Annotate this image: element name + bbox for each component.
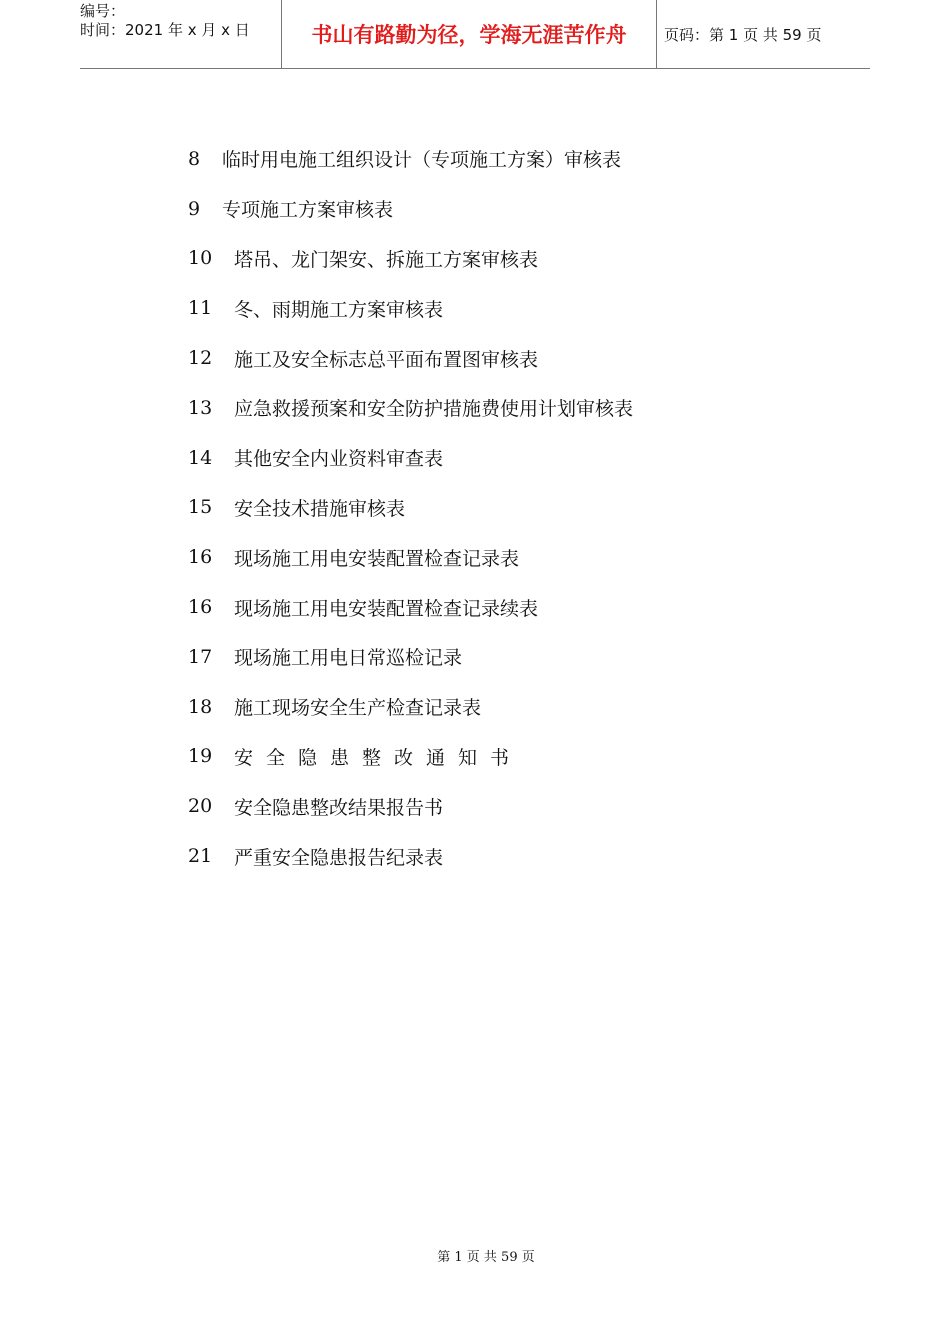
- item-title: 安全技术措施审核表: [234, 497, 406, 520]
- contents-list: [188, 134, 633, 881]
- header-page-label: 页码：第 1 页 共 59 页: [664, 25, 822, 44]
- item-number: 21: [188, 845, 213, 868]
- list-item: [188, 632, 633, 682]
- item-title: 安全隐患整改通知书: [234, 746, 523, 769]
- page-header: [80, 0, 870, 69]
- item-number: 17: [188, 645, 213, 668]
- list-item: [188, 682, 633, 732]
- item-number: 11: [188, 297, 213, 320]
- list-item: [188, 831, 633, 881]
- list-item: [188, 333, 633, 383]
- item-title: 施工及安全标志总平面布置图审核表: [234, 348, 539, 371]
- number-label: 编号：: [80, 2, 126, 20]
- item-number: 18: [188, 695, 213, 718]
- item-title: 其他安全内业资料审查表: [234, 448, 444, 471]
- item-number: 19: [188, 745, 213, 768]
- list-item: [188, 283, 633, 333]
- item-number: 20: [188, 795, 213, 818]
- page-footer: 第 1 页 共 59 页: [437, 1250, 535, 1265]
- list-item: [188, 483, 633, 533]
- list-item: [188, 781, 633, 831]
- header-motto: 书山有路勤为径，学海无涯苦作舟: [281, 0, 657, 68]
- item-number: 16: [188, 546, 213, 569]
- list-item: [188, 433, 633, 483]
- item-title: 施工现场安全生产检查记录表: [234, 697, 482, 720]
- list-item: [188, 582, 633, 632]
- item-title: 冬、雨期施工方案审核表: [234, 298, 444, 321]
- item-title: 塔吊、龙门架安、拆施工方案审核表: [234, 248, 539, 271]
- item-number: 14: [188, 446, 213, 469]
- item-title: 现场施工用电安装配置检查记录续表: [234, 597, 539, 620]
- list-item: [188, 234, 633, 284]
- list-item: [188, 532, 633, 582]
- item-title: 临时用电施工组织设计（专项施工方案）审核表: [222, 149, 622, 172]
- item-number: 8: [188, 147, 201, 170]
- item-number: 16: [188, 596, 213, 619]
- list-item: [188, 184, 633, 234]
- list-item: [188, 732, 633, 782]
- item-number: 12: [188, 347, 213, 370]
- item-title: 现场施工用电日常巡检记录: [234, 647, 463, 670]
- item-title: 安全隐患整改结果报告书: [234, 796, 444, 819]
- list-item: [188, 134, 633, 184]
- time-label: 时间：2021 年 x 月 x 日: [80, 21, 250, 39]
- item-number: 9: [188, 197, 201, 220]
- item-title: 严重安全隐患报告纪录表: [234, 846, 444, 869]
- item-title: 应急救援预案和安全防护措施费使用计划审核表: [234, 398, 634, 421]
- list-item: [188, 383, 633, 433]
- item-title: 专项施工方案审核表: [222, 199, 394, 222]
- header-meta: [80, 0, 280, 70]
- item-title: 现场施工用电安装配置检查记录表: [234, 547, 520, 570]
- item-number: 13: [188, 396, 213, 419]
- item-number: 15: [188, 496, 213, 519]
- item-number: 10: [188, 247, 213, 270]
